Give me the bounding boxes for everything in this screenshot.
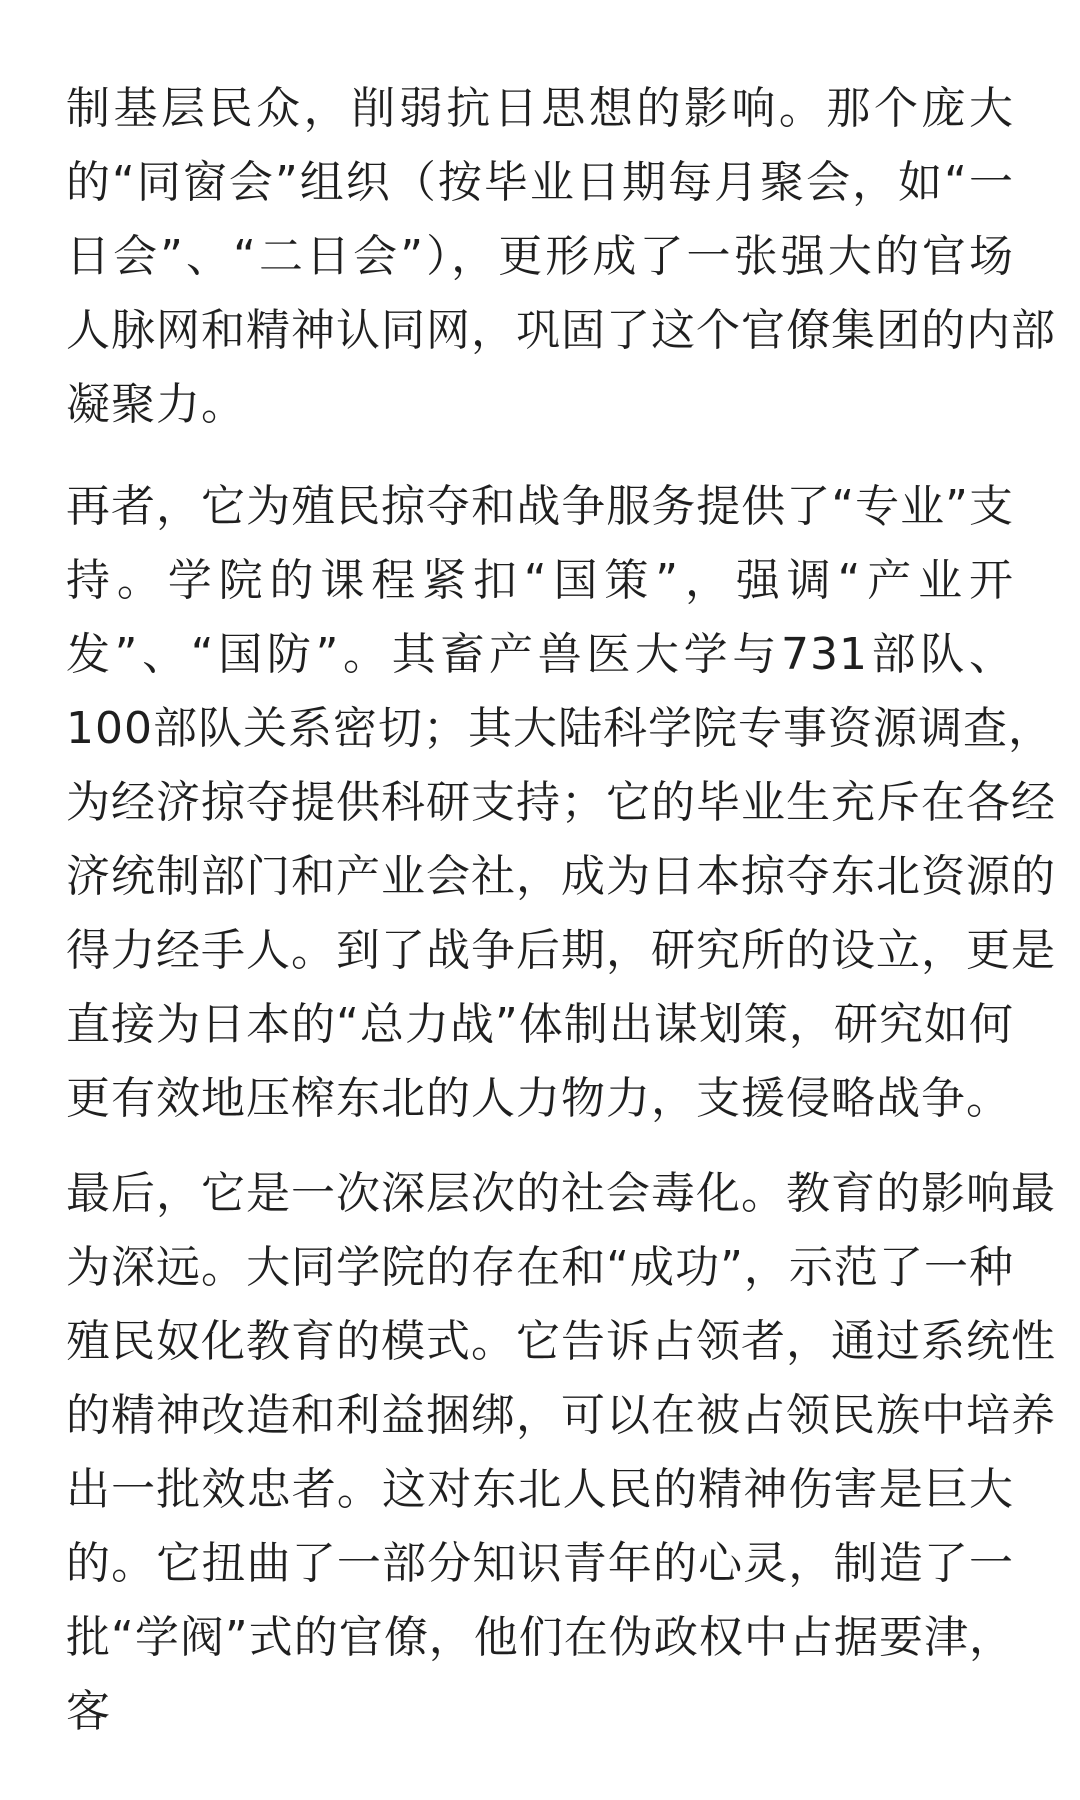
text-line: 直接为日本的“总力战”体制出谋划策，研究如何	[66, 999, 1014, 1050]
text-line: 出一批效忠者。这对东北人民的精神伤害是巨大	[66, 1464, 1014, 1515]
text-line: 持。学院的课程紧扣“国策”，强调“产业开	[66, 555, 1014, 606]
paragraph-2	[66, 470, 1056, 1136]
text-line: 凝聚力。	[66, 379, 246, 430]
text-line: 为经济掠夺提供科研支持；它的毕业生充斥在各经	[66, 777, 1056, 828]
text-line: 100部队关系密切；其大陆科学院专事资源调查，	[66, 703, 1053, 754]
paragraph-3	[66, 1157, 1056, 1749]
text-line: 再者，它为殖民掠夺和战争服务提供了“专业”支	[66, 481, 1014, 532]
text-line: 客	[66, 1686, 111, 1737]
text-line: 人脉网和精神认同网，巩固了这个官僚集团的内部	[66, 305, 1056, 356]
text-line: 得力经手人。到了战争后期，研究所的设立，更是	[66, 925, 1056, 976]
text-line: 的精神改造和利益捆绑，可以在被占领民族中培养	[66, 1390, 1056, 1441]
text-line: 发”、“国防”。其畜产兽医大学与731部队、	[66, 629, 1014, 680]
text-line: 为深远。大同学院的存在和“成功”，示范了一种	[66, 1242, 1014, 1293]
text-line: 济统制部门和产业会社，成为日本掠夺东北资源的	[66, 851, 1056, 902]
text-line: 的“同窗会”组织（按毕业日期每月聚会，如“一	[66, 157, 1014, 208]
text-line: 最后，它是一次深层次的社会毒化。教育的影响最	[66, 1168, 1056, 1219]
text-line: 殖民奴化教育的模式。它告诉占领者，通过系统性	[66, 1316, 1056, 1367]
paragraph-1	[66, 72, 1056, 442]
text-line: 批“学阀”式的官僚，他们在伪政权中占据要津，	[66, 1612, 1014, 1663]
text-line: 的。它扭曲了一部分知识青年的心灵，制造了一	[66, 1538, 1014, 1589]
text-line: 日会”、“二日会”），更形成了一张强大的官场	[66, 231, 1014, 282]
text-line: 更有效地压榨东北的人力物力，支援侵略战争。	[66, 1073, 1011, 1124]
text-line: 制基层民众，削弱抗日思想的影响。那个庞大	[66, 83, 1014, 134]
